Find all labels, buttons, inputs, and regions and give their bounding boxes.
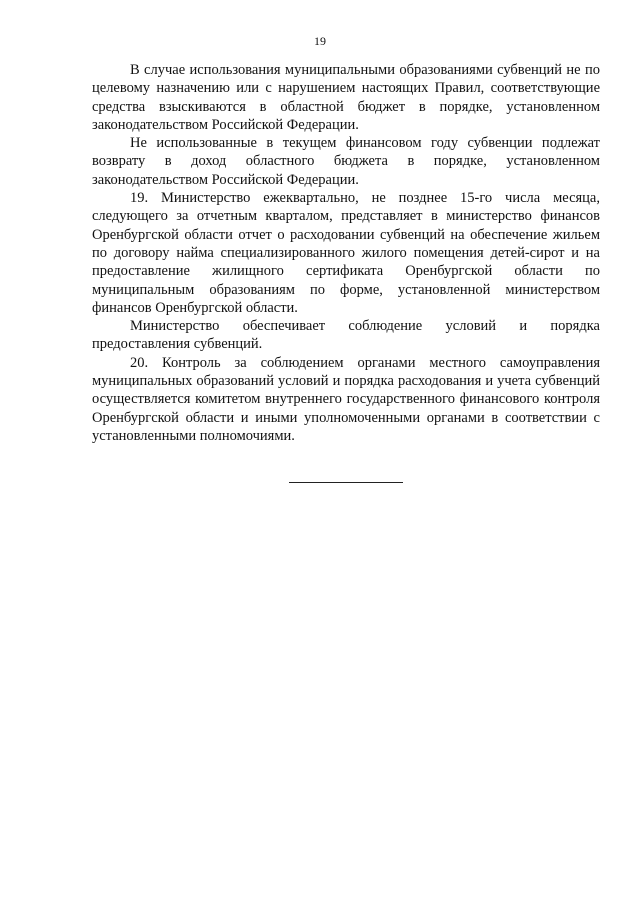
paragraph-unused-return: Не использованные в текущем финансовом году субвенции подлежат возврату в доход областного бюджета в порядке, установленном законодательством Российской Федерации. [92,135,600,188]
paragraph-clause-19-report: 19. Министерство ежеквартально, не позднее 15-го числа месяца, следующего за отчетным кварталом, представляет в министерство финансов Оренбургской области отчет о расходовании субвенций на обеспечение жильем по договору найма специализированного жилого помещения детей-сирот и на предоставление жилищного сертификата Оренбургской области по муниципальным образованиям по форме, установленной министерством финансов Оренбургской области. [92,190,600,316]
paragraph-ministry-compliance: Министерство обеспечивает соблюдение условий и порядка предоставления субвенций. [92,318,600,353]
paragraph-misuse-recovery: В случае использования муниципальными образованиями субвенций не по целевому назначению или с нарушением настоящих Правил, соответствующие средства взыскиваются в областной бюджет в порядке, установленном законодательством Российской Федерации. [92,62,600,133]
page-number: 19 [314,34,326,48]
paragraph-clause-20-control: 20. Контроль за соблюдением органами местного самоуправления муниципальных образований условий и порядка расходования и учета субвенций осуществляется комитетом внутреннего государственного финансового контроля Оренбургской области и иными уполномоченными органами в соответствии с установленными полномочиями. [92,354,600,444]
document-body [92,61,600,445]
end-separator-line [289,482,403,483]
